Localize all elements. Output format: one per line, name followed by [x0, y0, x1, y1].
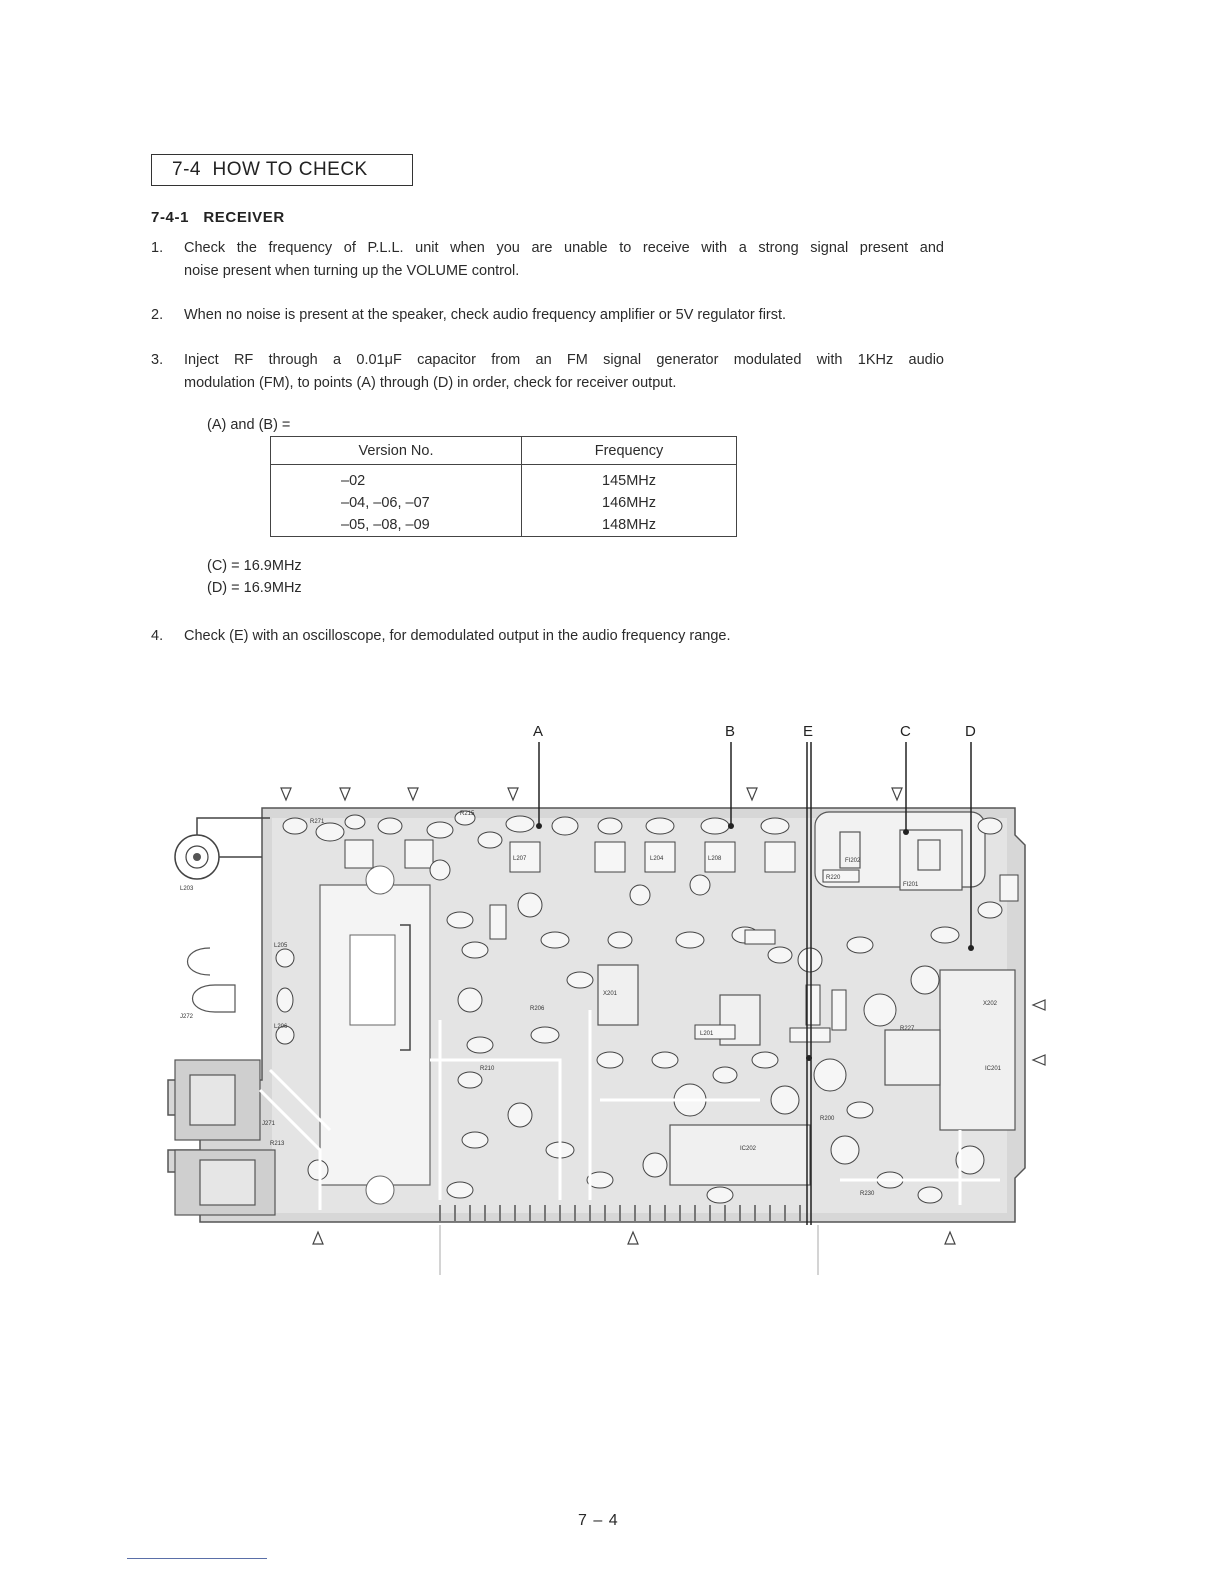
component-label: X202 [983, 1001, 998, 1007]
antenna-connector [175, 818, 270, 879]
component-label: X201 [603, 991, 618, 997]
component-label: R200 [820, 1116, 835, 1122]
table-row: –05, –08, –09 148MHz [271, 514, 737, 537]
component-label: L205 [274, 943, 288, 949]
step-4: 4. Check (E) with an oscilloscope, for demodulated output in the audio frequency range. [151, 628, 731, 644]
component-label: IC202 [740, 1146, 757, 1152]
component-label: R206 [530, 1006, 545, 1012]
component-label: L204 [650, 856, 664, 862]
component-label: L208 [708, 856, 722, 862]
component-label: R230 [860, 1191, 875, 1197]
table-row: –02 145MHz [271, 465, 737, 493]
component-label: R210 [480, 1066, 495, 1072]
subsection-heading: 7-4-1 RECEIVER [151, 209, 285, 226]
component-label: R220 [826, 875, 841, 881]
component-label: L207 [513, 856, 527, 862]
component-label: FI202 [845, 858, 861, 864]
step-2: 2. When no noise is present at the speaker, check audio frequency amplifier or 5V regulator first. [151, 307, 787, 323]
footer-rule [127, 1558, 267, 1559]
component-label: IC201 [985, 1066, 1002, 1072]
point-c-frequency: (C) = 16.9MHz [207, 558, 302, 574]
step-3: 3. Inject RF through a 0.01μF capacitor from an FM signal generator modulated with 1KHz audio modulation (FM), to points (A) through (D) in order, check for receiver output. [151, 352, 944, 391]
column-header-frequency: Frequency [522, 437, 737, 465]
shield-cutout [320, 866, 430, 1204]
component-label: FI201 [903, 882, 919, 888]
page-number: 7 – 4 [578, 1512, 619, 1529]
step-1: 1. Check the frequency of P.L.L. unit when you are unable to receive with a strong signal present and noise present when turning up the VOLUME control. [151, 240, 944, 279]
point-d-frequency: (D) = 16.9MHz [207, 580, 302, 596]
column-header-version: Version No. [271, 437, 522, 465]
component-label: L203 [180, 886, 194, 892]
point-label-c: C [900, 723, 911, 740]
points-ab-label: (A) and (B) = [207, 417, 291, 433]
point-label-a: A [533, 723, 544, 740]
point-label-e: E [803, 723, 814, 740]
component-label: J272 [180, 1014, 194, 1020]
component-label: R271 [310, 819, 325, 825]
component-label: R215 [460, 811, 475, 817]
component-label: L206 [274, 1024, 288, 1030]
table-row: –04, –06, –07 146MHz [271, 492, 737, 514]
component-label: R227 [900, 1026, 915, 1032]
jack-connectors [175, 948, 275, 1215]
component-label: L201 [700, 1031, 714, 1037]
point-label-b: B [725, 723, 736, 740]
component-label: R213 [270, 1141, 285, 1147]
section-title: 7-4 HOW TO CHECK [151, 154, 413, 186]
component-label: J271 [262, 1121, 276, 1127]
point-label-d: D [965, 723, 976, 740]
